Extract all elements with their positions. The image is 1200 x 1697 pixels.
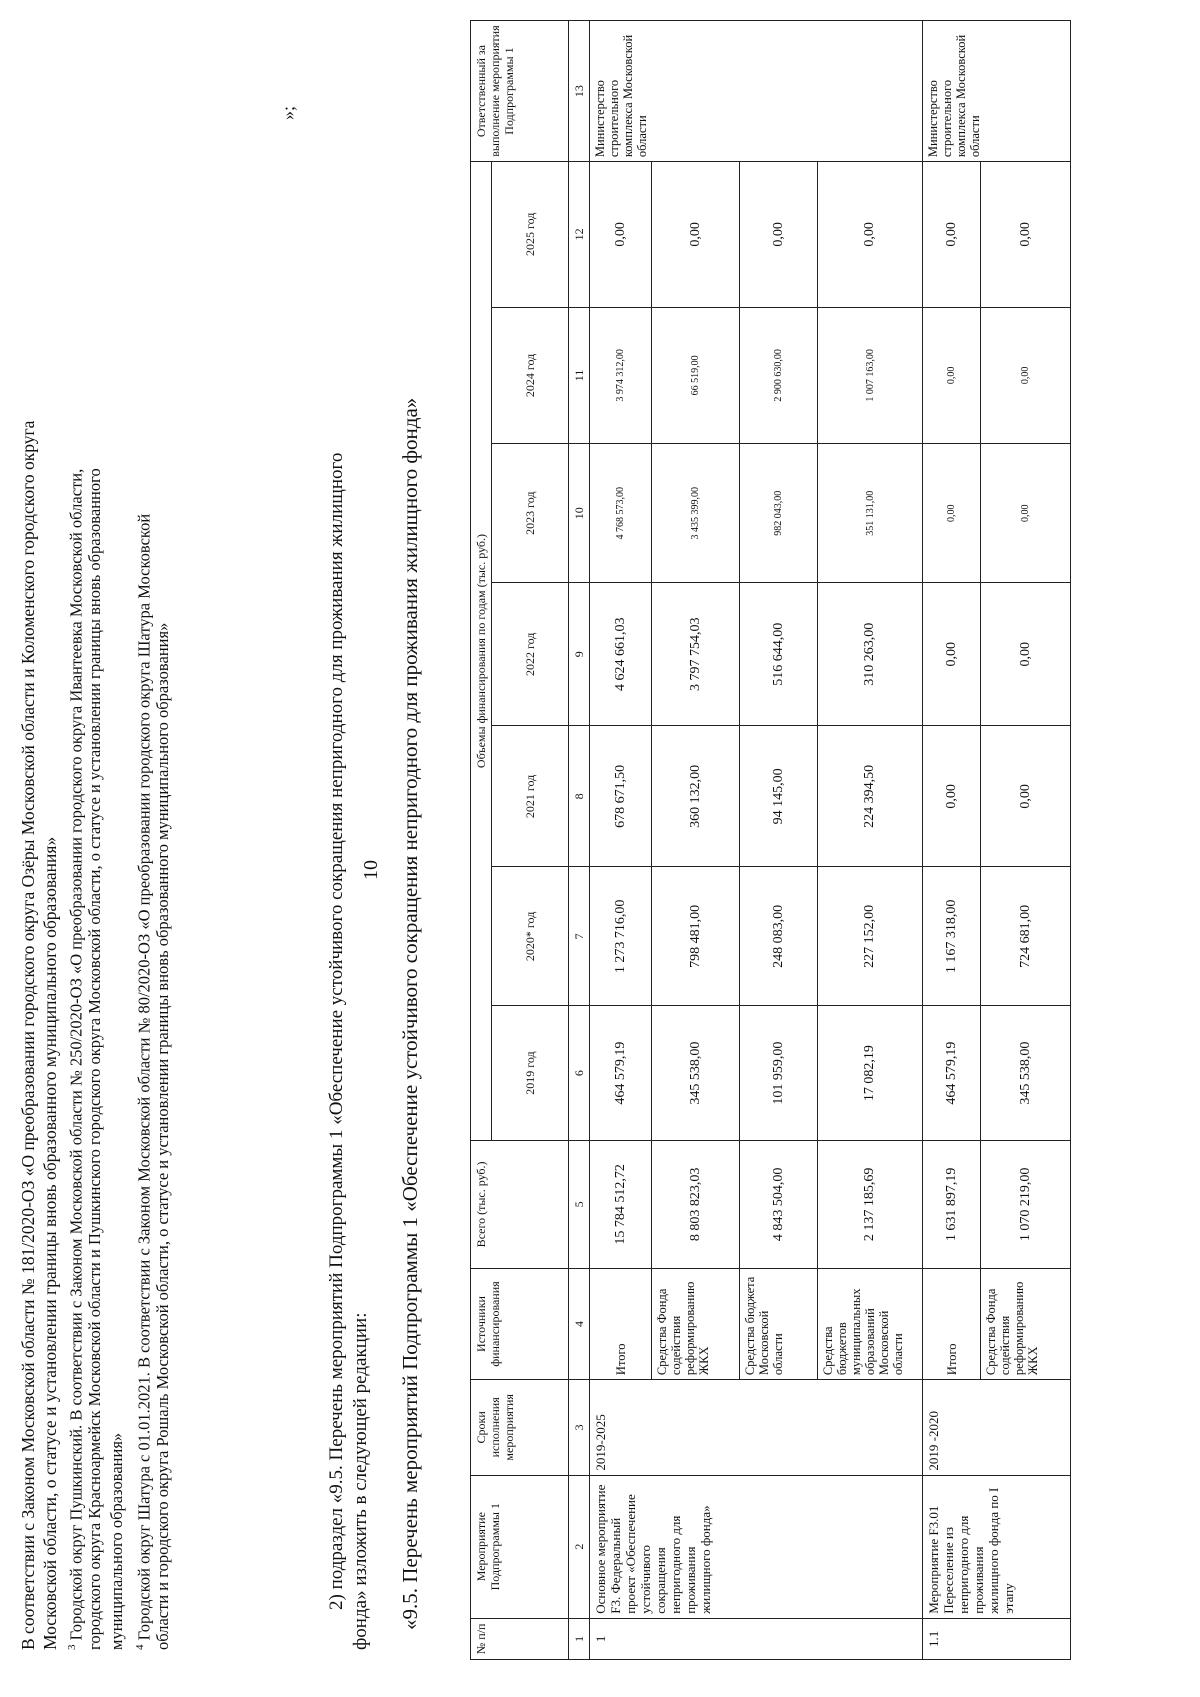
header-year: 2019 год	[492, 1006, 569, 1141]
responsible-body: Министерство строительного комплекса Московской области	[923, 21, 1071, 162]
row-number: 1.1	[923, 1618, 1071, 1659]
year-value: 0,00	[981, 162, 1071, 307]
funding-source: Итого	[590, 1268, 652, 1379]
measure-terms: 2019 -2020	[923, 1380, 1071, 1475]
year-value: 351 131,00	[818, 444, 923, 583]
year-value: 982 043,00	[740, 444, 818, 583]
measure-name: Мероприятие F3.01 Переселение из непригодного для проживания жилищного фонда по I этапу	[923, 1475, 1071, 1618]
year-value: 0,00	[981, 444, 1071, 583]
year-value: 464 579,19	[590, 1006, 652, 1141]
year-value: 798 481,00	[652, 867, 740, 1006]
landscape-page	[0, 20, 1180, 1680]
year-value: 227 152,00	[818, 867, 923, 1006]
index-cell: 10	[569, 444, 590, 583]
year-value: 224 394,50	[818, 726, 923, 867]
footnote-4-mark: 4	[134, 1644, 146, 1650]
footnote-4	[130, 514, 155, 1650]
index-row	[569, 21, 590, 1660]
subsection-2	[325, 50, 373, 1650]
index-cell: 13	[569, 21, 590, 162]
index-cell: 3	[569, 1380, 590, 1475]
total-value: 1 070 219,00	[981, 1140, 1071, 1268]
row-number: 1	[590, 1618, 923, 1659]
funding-source: Итого	[923, 1268, 981, 1379]
header-year: 2024 год	[492, 307, 569, 444]
header-sources: Источники финансирования	[471, 1268, 569, 1379]
section-heading: «9.5. Перечень мероприятий Подпрограммы 1 «Обеспечение устойчивого сокращения непригодного для проживания жилищного фонда»	[398, 397, 422, 1630]
header-year: 2020* год	[492, 867, 569, 1006]
year-value: 464 579,19	[923, 1006, 981, 1141]
header-year: 2025 год	[492, 162, 569, 307]
funding-source: Средства Фонда содействия реформированию ЖКХ	[652, 1268, 740, 1379]
header-by-year: Объемы финансирования по годам (тыс. руб.)	[471, 162, 492, 1141]
year-value: 0,00	[981, 583, 1071, 726]
subsection-2-line-2: фонда» изложить в следующей редакции:	[350, 1312, 371, 1650]
year-value: 2 900 630,00	[740, 307, 818, 444]
year-value: 94 145,00	[740, 726, 818, 867]
index-cell: 9	[569, 583, 590, 726]
year-value: 4 768 573,00	[590, 444, 652, 583]
total-value: 15 784 512,72	[590, 1140, 652, 1268]
header-no: № п/п	[471, 1618, 569, 1659]
year-value: 0,00	[923, 444, 981, 583]
year-value: 310 263,00	[818, 583, 923, 726]
measures-table	[470, 20, 1071, 1660]
funding-source: Средства бюджетов муниципальных образований Московской области	[818, 1268, 923, 1379]
total-value: 2 137 185,69	[818, 1140, 923, 1268]
footnote-4-line-2: области и городского округа Рошаль Московской области, о статусе и установлении границы вновь образованного муниципального образования»	[153, 622, 172, 1650]
year-value: 1 273 716,00	[590, 867, 652, 1006]
funding-source: Средства бюджета Московской области	[740, 1268, 818, 1379]
header-total: Всего (тыс. руб.)	[471, 1140, 569, 1268]
total-value: 1 631 897,19	[923, 1140, 981, 1268]
year-value: 17 082,19	[818, 1006, 923, 1141]
header-year: 2021 год	[492, 726, 569, 867]
index-cell: 12	[569, 162, 590, 307]
year-value: 4 624 661,03	[590, 583, 652, 726]
closing-quote: »;	[278, 105, 298, 120]
measure-name: Основное мероприятие F3. Федеральный проект «Обеспечение устойчивого сокращения непригодного для проживания жилищного фонда»	[590, 1475, 923, 1618]
index-cell: 4	[569, 1268, 590, 1379]
index-cell: 1	[569, 1618, 590, 1659]
header-year: 2023 год	[492, 444, 569, 583]
index-cell: 7	[569, 867, 590, 1006]
total-value: 8 803 823,03	[652, 1140, 740, 1268]
year-value: 678 671,50	[590, 726, 652, 867]
footnote-3-line-3: муниципального образования»	[107, 1432, 126, 1650]
year-value: 345 538,00	[981, 1006, 1071, 1141]
year-value: 345 538,00	[652, 1006, 740, 1141]
year-value: 0,00	[590, 162, 652, 307]
paragraph-law-181: В соответствии с Законом Московской области № 181/2020-ОЗ «О преобразовании городского округа Озёры Московской области и Коломенского городского округа	[18, 420, 38, 1650]
header-row	[471, 21, 492, 1660]
index-cell: 11	[569, 307, 590, 444]
header-responsible: Ответственный за выполнение мероприятия Подпрограммы 1	[471, 21, 569, 162]
total-value: 4 843 504,00	[740, 1140, 818, 1268]
year-value: 0,00	[740, 162, 818, 307]
table-row	[590, 21, 652, 1660]
table-row	[923, 21, 981, 1660]
year-value: 3 797 754,03	[652, 583, 740, 726]
year-value: 3 435 399,00	[652, 444, 740, 583]
funding-source: Средства Фонда содействия реформированию ЖКХ	[981, 1268, 1071, 1379]
header-terms: Сроки исполнения мероприятия	[471, 1380, 569, 1475]
footnote-3-line-2: городского округа Красноармейск Московской области и Пушкинского городского округа Московской области, о статусе и установлении границы вновь образованного	[85, 468, 104, 1650]
page-number: 10	[360, 860, 382, 880]
year-value: 0,00	[923, 726, 981, 867]
footnote-3-text: Городской округ Пушкинский. В соответствии с Законом Московской области № 250/2020-ОЗ «О преобразовании городского округа Ивантеевка Московской области,	[66, 468, 86, 1645]
paragraph-law-181-cont: Московской области, о статусе и установлении границы вновь образованного муниципального образования»	[40, 836, 60, 1650]
year-value: 724 681,00	[981, 867, 1071, 1006]
year-value: 360 132,00	[652, 726, 740, 867]
year-value: 101 959,00	[740, 1006, 818, 1141]
header-year: 2022 год	[492, 583, 569, 726]
index-cell: 2	[569, 1475, 590, 1618]
year-value: 1 007 163,00	[818, 307, 923, 444]
year-value: 3 974 312,00	[590, 307, 652, 444]
year-value: 0,00	[923, 583, 981, 726]
year-value: 248 083,00	[740, 867, 818, 1006]
year-value: 0,00	[818, 162, 923, 307]
year-value: 0,00	[923, 307, 981, 444]
footnote-3	[62, 469, 87, 1650]
responsible-body: Министерство строительного комплекса Московской области	[590, 21, 923, 162]
footnote-3-mark: 3	[66, 1644, 78, 1650]
subsection-2-line-1: 2) подраздел «9.5. Перечень мероприятий Подпрограммы 1 «Обеспечение устойчивого сокращения непригодного для проживания жилищного	[326, 452, 347, 1610]
year-value: 66 519,00	[652, 307, 740, 444]
year-value: 0,00	[981, 726, 1071, 867]
index-cell: 8	[569, 726, 590, 867]
year-value: 0,00	[923, 162, 981, 307]
year-value: 1 167 318,00	[923, 867, 981, 1006]
year-value: 0,00	[652, 162, 740, 307]
measure-terms: 2019-2025	[590, 1380, 923, 1475]
index-cell: 6	[569, 1006, 590, 1141]
year-value: 516 644,00	[740, 583, 818, 726]
year-value: 0,00	[981, 307, 1071, 444]
footnote-4-text: Городской округ Шатура с 01.01.2021. В соответствии с Законом Московской области № 80/2020-ОЗ «О преобразовании городского округа Шатура Московской	[134, 513, 154, 1645]
index-cell: 5	[569, 1140, 590, 1268]
header-measure: Мероприятие Подпрограммы 1	[471, 1475, 569, 1618]
